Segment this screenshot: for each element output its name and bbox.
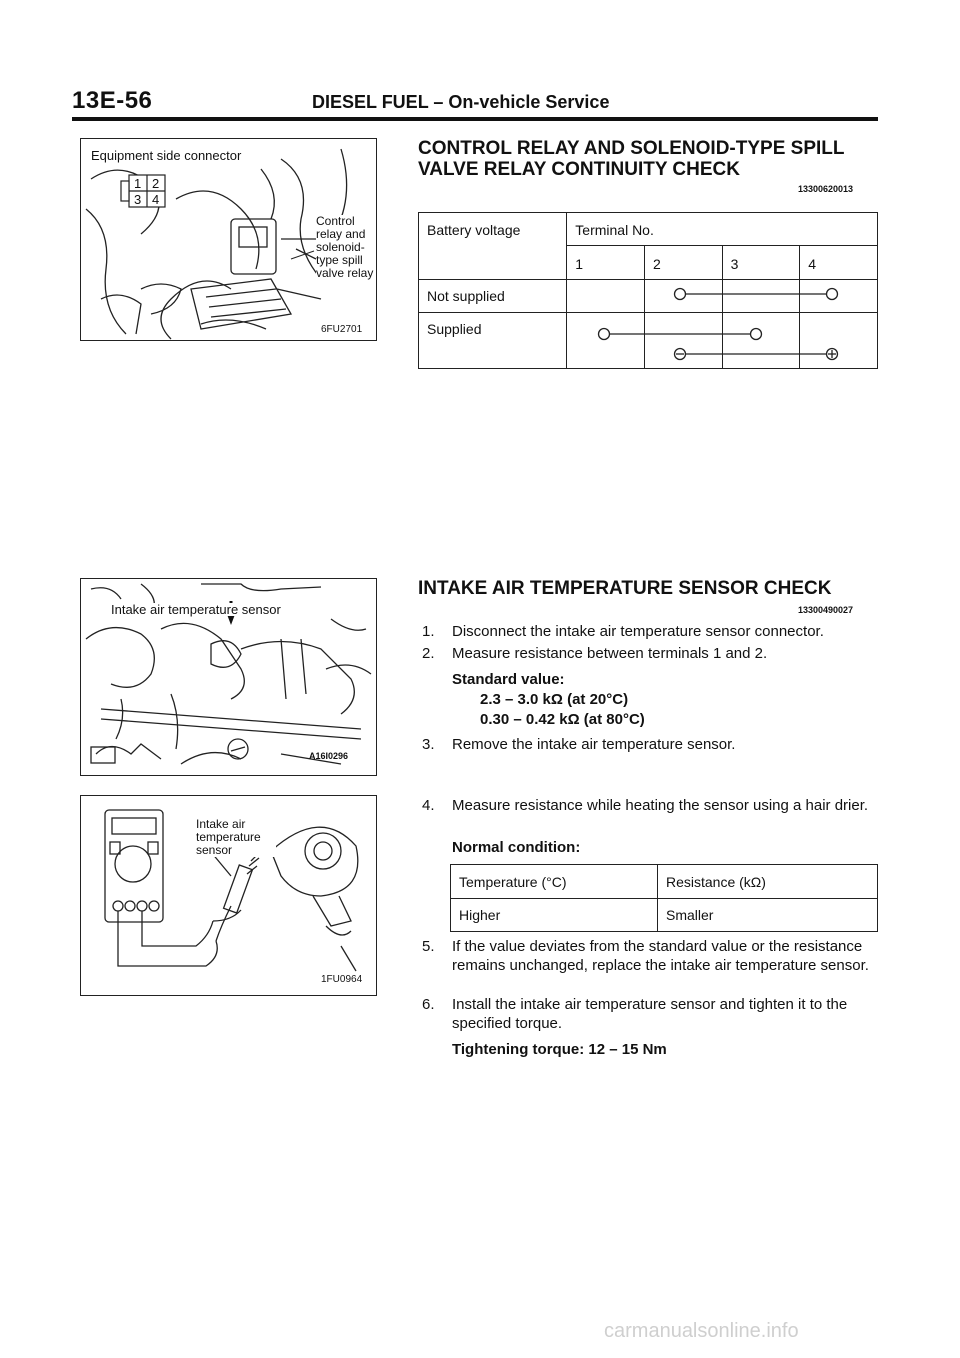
col-resistance: Resistance (kΩ) [658, 865, 878, 899]
col-terminal-no: Terminal No. [567, 213, 878, 246]
standard-value-label: Standard value: [452, 671, 565, 688]
row-label: Supplied [419, 313, 567, 369]
terminal-header: 2 [644, 246, 722, 280]
header-rule [72, 117, 878, 121]
row-label: Not supplied [419, 280, 567, 313]
connector-label: Equipment side connector [91, 148, 242, 163]
page-number: 13E-56 [72, 87, 153, 114]
terminal-4: 4 [152, 192, 160, 207]
terminal-header: 4 [800, 246, 878, 280]
continuity-dot [599, 329, 610, 340]
standard-value-20c: 2.3 – 3.0 kΩ (at 20°C) [480, 691, 629, 708]
condition-table [450, 864, 878, 932]
continuity-marks [560, 278, 880, 378]
relay-label: Control relay and solenoid-type spill valve relay [316, 214, 374, 280]
section-title-relay-check: CONTROL RELAY AND SOLENOID-TYPE SPILL VALVE RELAY CONTINUITY CHECK [418, 138, 845, 180]
normal-condition-label: Normal condition: [452, 839, 581, 856]
col-battery-voltage: Battery voltage [419, 213, 567, 280]
figure-code: A16I0296 [309, 751, 349, 761]
hair-drier-icon [271, 827, 358, 896]
sensor-label: Intake air temperature sensor [111, 602, 281, 617]
page-title: DIESEL FUEL – On-vehicle Service [312, 92, 610, 112]
relay-location-figure [80, 138, 377, 341]
continuity-dot [827, 289, 838, 300]
continuity-dot [675, 289, 686, 300]
section-ref: 13300620013 [798, 184, 854, 194]
col-temperature: Temperature (°C) [451, 865, 658, 899]
standard-value-80c: 0.30 – 0.42 kΩ (at 80°C) [480, 711, 645, 728]
sensor-location-figure [80, 578, 377, 776]
terminal-3: 3 [134, 192, 142, 207]
terminal-header: 3 [722, 246, 800, 280]
cell-higher: Higher [451, 899, 658, 932]
tightening-torque: Tightening torque: 12 – 15 Nm [452, 1041, 667, 1058]
sensor-test-figure [80, 795, 377, 996]
section-ref: 13300490027 [798, 605, 854, 615]
figure-code: 1FU0964 [321, 974, 363, 985]
terminal-2: 2 [152, 176, 160, 191]
terminal-1: 1 [134, 176, 142, 191]
cell-smaller: Smaller [658, 899, 878, 932]
footer-watermark: carmanualsonline.info [604, 1320, 799, 1342]
sensor-label: Intake air temperature sensor [196, 818, 276, 857]
figure-code: 6FU2701 [321, 324, 363, 335]
terminal-header: 1 [567, 246, 645, 280]
section-title-sensor-check: INTAKE AIR TEMPERATURE SENSOR CHECK [418, 578, 832, 599]
continuity-dot [751, 329, 762, 340]
